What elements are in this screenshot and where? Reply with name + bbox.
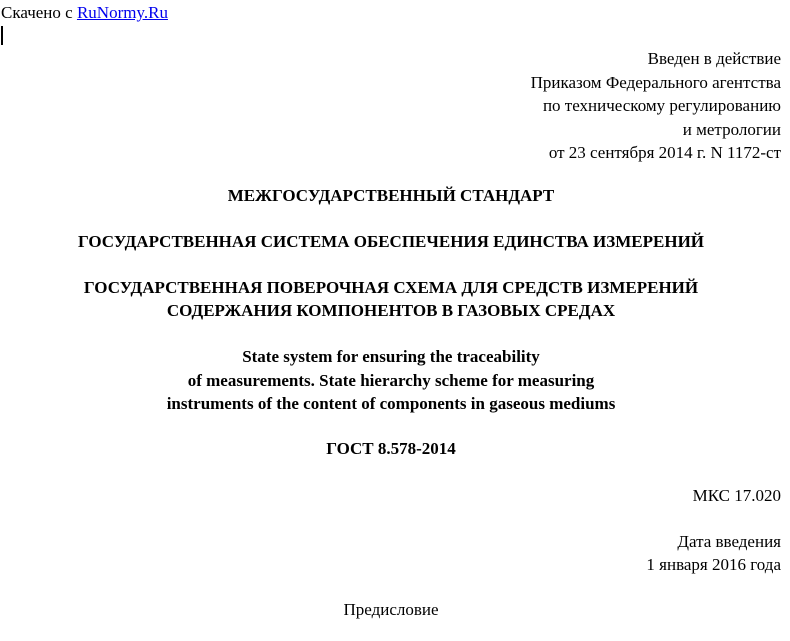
enactment-line: и метрологии bbox=[682, 119, 781, 139]
enactment-line: Введен в действие bbox=[647, 49, 781, 68]
system-heading: ГОСУДАРСТВЕННАЯ СИСТЕМА ОБЕСПЕЧЕНИЯ ЕДИНСТВА ИЗМЕРЕНИЙ bbox=[77, 232, 705, 251]
english-title-line: State system for ensuring the traceability bbox=[242, 347, 540, 366]
enactment-line: от 23 сентября 2014 г. N 1172-ст bbox=[548, 143, 781, 163]
source-link[interactable]: RuNormy.Ru bbox=[76, 3, 168, 22]
text-cursor bbox=[1, 26, 3, 45]
english-title-line: instruments of the content of components in gaseous mediums bbox=[166, 394, 616, 413]
effective-date-label: Дата введения bbox=[677, 532, 781, 551]
english-title-line: of measurements. State hierarchy scheme for measuring bbox=[187, 370, 595, 390]
effective-date-value: 1 января 2016 года bbox=[646, 555, 781, 574]
standard-designation: ГОСТ 8.578-2014 bbox=[326, 439, 456, 458]
standard-type-heading: МЕЖГОСУДАРСТВЕННЫЙ СТАНДАРТ bbox=[227, 186, 555, 205]
enactment-line: Приказом Федерального агентства bbox=[530, 72, 781, 92]
source-prefix: Скачено с bbox=[1, 3, 77, 22]
enactment-block bbox=[531, 47, 781, 165]
source-line bbox=[1, 3, 168, 23]
classification-code: МКС 17.020 bbox=[692, 486, 781, 505]
enactment-line: по техническому регулированию bbox=[542, 96, 781, 116]
effective-date-block bbox=[646, 530, 781, 576]
document-title-line: СОДЕРЖАНИЯ КОМПОНЕНТОВ В ГАЗОВЫХ СРЕДАХ bbox=[166, 301, 616, 320]
document-title-line: ГОСУДАРСТВЕННАЯ ПОВЕРОЧНАЯ СХЕМА ДЛЯ СРЕДСТВ ИЗМЕРЕНИЙ bbox=[83, 278, 699, 297]
english-title bbox=[0, 345, 782, 416]
foreword-heading: Предисловие bbox=[343, 600, 439, 619]
document-title bbox=[0, 276, 782, 322]
